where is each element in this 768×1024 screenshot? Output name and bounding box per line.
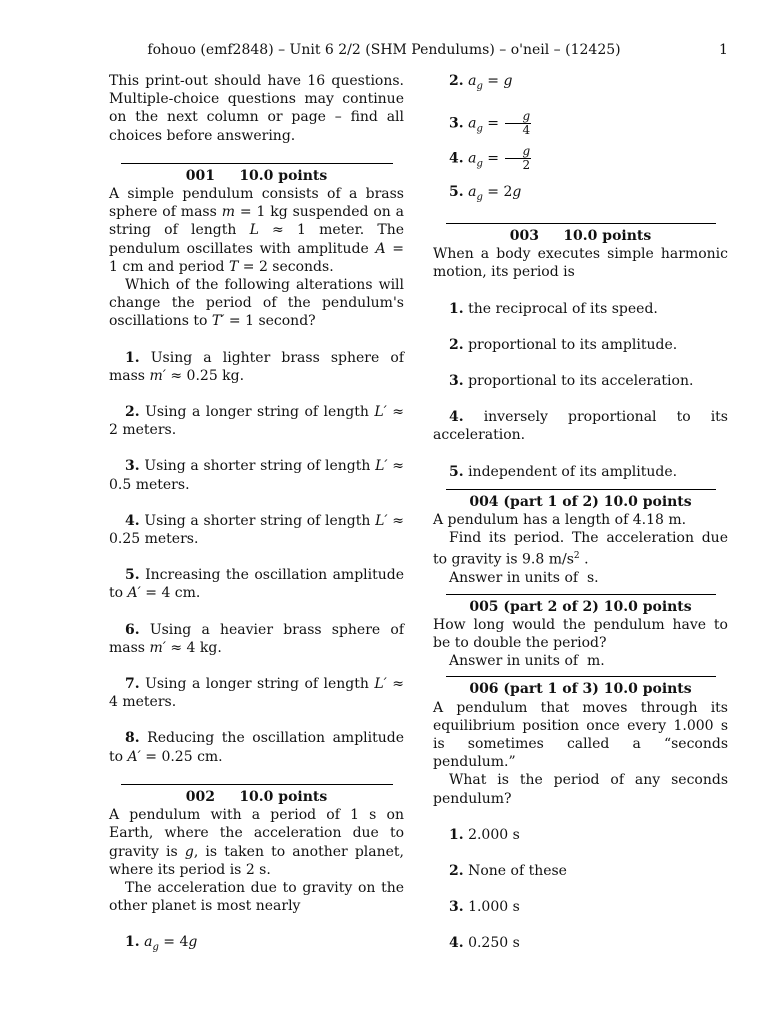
- q006-option-3[interactable]: 3. 1.000 s: [449, 899, 520, 916]
- intro-text: This print-out should have 16 questions. Multiple-choice questions may continue on the next column or page – find all choices before answering.: [109, 73, 404, 144]
- q006-option-4[interactable]: 4. 0.250 s: [449, 935, 520, 952]
- question-003-stem: When a body executes simple harmonic motion, its period is: [433, 246, 728, 281]
- question-002-prompt: The acceleration due to gravity on the other planet is most nearly: [109, 879, 404, 915]
- q002-option-4[interactable]: 4. $a_g$ = $\frac{g}{2}$: [449, 143, 531, 172]
- question-006-prompt: What is the period of any seconds pendulum?: [433, 772, 728, 807]
- q001-option-8[interactable]: 8. Reducing the oscillation amplitude to A′ = 0.25 cm.: [109, 730, 405, 765]
- page-number: 1: [719, 42, 728, 58]
- q001-option-7[interactable]: 7. Using a longer string of length L′ ≈ 4 meters.: [109, 676, 405, 711]
- page-header: [0, 42, 768, 62]
- question-004-answer-units: Answer in units of s.: [449, 570, 599, 587]
- question-001-stem: A simple pendulum consists of a brass sphere of mass m = 1 kg suspended on a string of length L ≈ 1 meter. The pendulum oscillates with amplitude A = 1 cm and period T = 2 seconds.: [109, 186, 405, 275]
- q002-option-5[interactable]: 5. $a_g = 2g$: [449, 184, 522, 203]
- q003-option-4[interactable]: 4. inversely proportional to its acceleration.: [433, 409, 728, 444]
- q003-option-1[interactable]: 1. the reciprocal of its speed.: [449, 300, 658, 317]
- q001-option-4[interactable]: 4. Using a shorter string of length L′ ≈ 0.25 meters.: [109, 512, 404, 548]
- q002-option-2[interactable]: 2. $a_g = g$: [449, 73, 513, 92]
- question-002-header: 002 10.0 points: [121, 784, 393, 806]
- question-006-stem: A pendulum that moves through its equilibrium position once every 1.000 s is sometimes called a “seconds pendulum.”: [433, 699, 728, 771]
- q006-option-2[interactable]: 2. None of these: [449, 862, 567, 879]
- q001-option-3[interactable]: 3. Using a shorter string of length L′ ≈ 0.5 meters.: [109, 458, 404, 493]
- q003-option-5[interactable]: 5. independent of its amplitude.: [449, 463, 678, 480]
- fraction: $\frac{g}{4}$: [505, 110, 531, 137]
- q001-option-2[interactable]: 2. Using a longer string of length L′ ≈ 2 meters.: [109, 404, 405, 439]
- question-004-header: 004 (part 1 of 2) 10.0 points: [446, 489, 716, 511]
- right-column: [433, 72, 728, 953]
- fraction: $\frac{g}{2}$: [505, 145, 531, 172]
- header-title: fohouo (emf2848) – Unit 6 2/2 (SHM Pendulums) – o'neil – (12425): [147, 42, 621, 58]
- q001-option-6[interactable]: 6. Using a heavier brass sphere of mass m′ ≈ 4 kg.: [109, 621, 404, 656]
- question-001-prompt: Which of the following alterations will change the period of the pendulum's oscillations to T′ = 1 second?: [109, 277, 404, 330]
- question-004-stem: A pendulum has a length of 4.18 m.: [433, 512, 687, 529]
- q001-option-5[interactable]: 5. Increasing the oscillation amplitude to A′ = 4 cm.: [109, 567, 405, 602]
- question-005-stem: How long would the pendulum have to be to double the period?: [433, 616, 728, 651]
- q003-option-3[interactable]: 3. proportional to its acceleration.: [449, 373, 694, 390]
- left-column: [109, 72, 404, 957]
- question-001-header: 001 10.0 points: [121, 163, 393, 185]
- question-006-header: 006 (part 1 of 3) 10.0 points: [446, 676, 716, 698]
- question-005-answer-units: Answer in units of m.: [449, 653, 605, 670]
- q003-option-2[interactable]: 2. proportional to its amplitude.: [449, 336, 678, 353]
- q006-option-1[interactable]: 1. 2.000 s: [449, 826, 520, 843]
- question-005-header: 005 (part 2 of 2) 10.0 points: [446, 594, 716, 616]
- q001-option-1[interactable]: 1. Using a lighter brass sphere of mass m′ ≈ 0.25 kg.: [109, 349, 404, 384]
- question-004-prompt: Find its period. The acceleration due to gravity is 9.8 $m/s^2$ .: [433, 530, 728, 569]
- question-002-stem: A pendulum with a period of 1 s on Earth, where the acceleration due to gravity is g, is taken to another planet, where its period is 2 s.: [109, 807, 404, 878]
- q002-option-1[interactable]: 1. $a_g = 4g$: [125, 934, 198, 954]
- q002-option-3[interactable]: 3. $a_g$ = $\frac{g}{4}$: [449, 109, 531, 137]
- question-003-header: 003 10.0 points: [446, 223, 716, 245]
